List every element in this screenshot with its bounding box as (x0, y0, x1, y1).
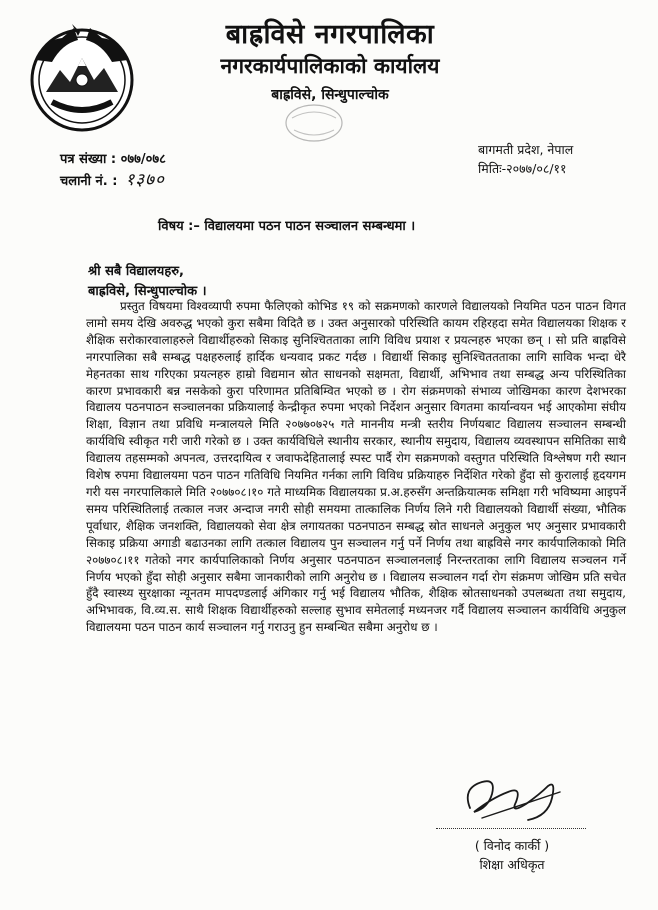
signatory-title: शिक्षा अधिकृत (479, 857, 545, 872)
patra-sankhya: पत्र संख्या : ०७७/०७८ (60, 152, 166, 167)
municipality-name: बाह्रविसे नगरपालिका (225, 19, 435, 50)
letter-body: प्रस्तुत विषयमा विश्वव्यापी रुपमा फैलिएको कोभिड १९ को सक्रमणको कारणले विद्यालयको नियमित पठन पाठन विगत लामो समय देखि अवरुद्ध भएको कुरा सबैमा विदितै छ । उक्त अनुसारको परिस्थिति कायम रहिरहदा समेत विद्यालयका शिक्षक र शैक्षिक सरोकारवालाहरुले विद्यार्थीहरुको सिकाइ सुनिश्चितताका लागि विविध प्रयाश र प्रयत्नहरु भएका छन् । सो प्रति बाह्रविसे नगरपालिका सबै सम्बद्ध पक्षहरुलाई हार्दिक धन्यवाद प्रकट गर्दछ । विद्यार्थी सिकाइ सुनिश्चिततताका लागि साविक भन्दा धेरै मेहनतका साथ गरिएका प्रयत्नहरु हाम्रो विद्यमान स्रोत साधनको सक्षमता, विद्यार्थी, अभिभाव तथा सम्बद्ध अन्य परिस्थितिका कारण प्रभावकारी बन्न नसकेको कुरा परिणामत प्रतिबिम्वित भएको छ । रोग संक्रमणको संभाव्य जोखिमका कारण देशभरका विद्यालय पठनपाठन सञ्चालनका प्रक्रियालाई केन्द्रीकृत रुपमा भएको निर्देशन अनुसार विगतमा कार्यान्वयन भई आएकोमा संघीय शिक्षा, विज्ञान तथा प्रविधि मन्त्रालयले मिति २०७७०७२५ गते माननीय मन्त्री स्तरीय निर्णयबाट विद्यालय सञ्चालन सम्बन्धी कार्यविधि स्वीकृत गरी जारी गरेको छ । उक्त कार्यविधिले स्थानीय सरकार, स्थानीय समुदाय, विद्यालय व्यवस्थापन समितिका साथै विद्यालय तहसम्मको अपनत्व, उत्तरदायित्व र जवाफदेहितालाई स्पस्ट पार्दै रोग सक्रमणको वस्तुगत परिस्थिति विश्लेषण गरी स्थान विशेष रुपमा विद्यालयमा पठन पाठन गतिविधि नियमित गर्नका लागि विविध प्रक्रियाहरु निर्देशित गरेको हुँदा सो कुरालाई हृदयगम गरी यस नगरपालिकाले मिति २०७७०८।१० गते माध्यमिक विद्यालयका प्र.अ.हरुसँग अन्तक्रियात्मक समिक्षा गरी भविष्यमा आइपर्ने समय परिस्थितिलाई तत्काल नजर अन्दाज नगरी सोही समयमा तात्कालिक निर्णय लिने गरी विद्यालयको विद्यार्थी संख्या, भौतिक पूर्वाधार, शैक्षिक जनशक्ति, विद्यालयको सेवा क्षेत्र लगायतका पठनपाठन सम्बद्ध स्रोत साधनले अनुकुल भए अनुसार प्रभावकारी सिकाइ प्रक्रिया अगाडी बढाउनका लागि तत्काल विद्यालय पुन सञ्चालन गर्नु पर्ने निर्णय तथा बाह्रविसे नगर कार्यपालिकाको मिति २०७७०८।११ गतेको नगर कार्यपालिकाको निर्णय अनुसार पठनपाठन सञ्चालनलाई निरन्तरताका लागि विद्यालय सञ्चलन गर्ने निर्णय भएको हुँदा सोही अनुसार सबैमा जानकारीको लागि अनुरोध छ । विद्यालय सञ्चालन गर्दा रोग संक्रमण जोखिम प्रति सचेत हुँदै स्वास्थ्य सुरक्षाका न्यूनतम मापदण्डलाई अंगिकार गर्नु भई विद्यालय भौतिक, शैक्षिक स्रोतसाधनको उपलब्धता तथा समुदाय, अभिभावक, वि.व्य.स. साथै शिक्षक विद्यार्थीहरुको सल्लाह सुभाव समेतलाई मध्यनजर गर्दै विद्यालय सञ्चालन कार्यविधि अनुकुल विद्यालयमा पठन पाठन कार्य सञ्चालन गर्नु गराउनु हुन सम्बन्धित सबैमा अनुरोध छ । (86, 299, 626, 635)
signature-line (436, 828, 586, 829)
signatory-name: ( विनोद कार्की ) (474, 838, 550, 853)
office-name: नगरकार्यपालिकाको कार्यालय (220, 54, 440, 78)
addressee-line-1: श्री सबै विद्यालयहरु, (88, 264, 184, 279)
addressee-line-2: बाह्रविसे, सिन्धुपाल्चोक । (88, 284, 207, 299)
office-location: बाह्रविसे, सिन्धुपाल्चोक (271, 87, 389, 103)
chalani-label: चलानी नं. : (60, 174, 118, 189)
signatory-block (462, 836, 562, 874)
letter-date: मितिः-२०७७/०८/११ (478, 161, 567, 176)
letter-subject: विषय :– विद्यालयमा पठन पाठन सञ्चालन सम्बन्धमा । (158, 219, 416, 234)
chalani-number: १३७० (125, 170, 165, 190)
province-name: बागमती प्रदेश, नेपाल (478, 142, 574, 157)
nepal-emblem-icon (22, 22, 142, 134)
addressee (88, 262, 207, 302)
signature-image (452, 768, 572, 830)
letterhead (150, 18, 510, 106)
reference-block (60, 150, 166, 192)
office-seal-stamp (282, 102, 346, 144)
province-date-block (478, 140, 573, 178)
chalani-line (60, 170, 166, 192)
